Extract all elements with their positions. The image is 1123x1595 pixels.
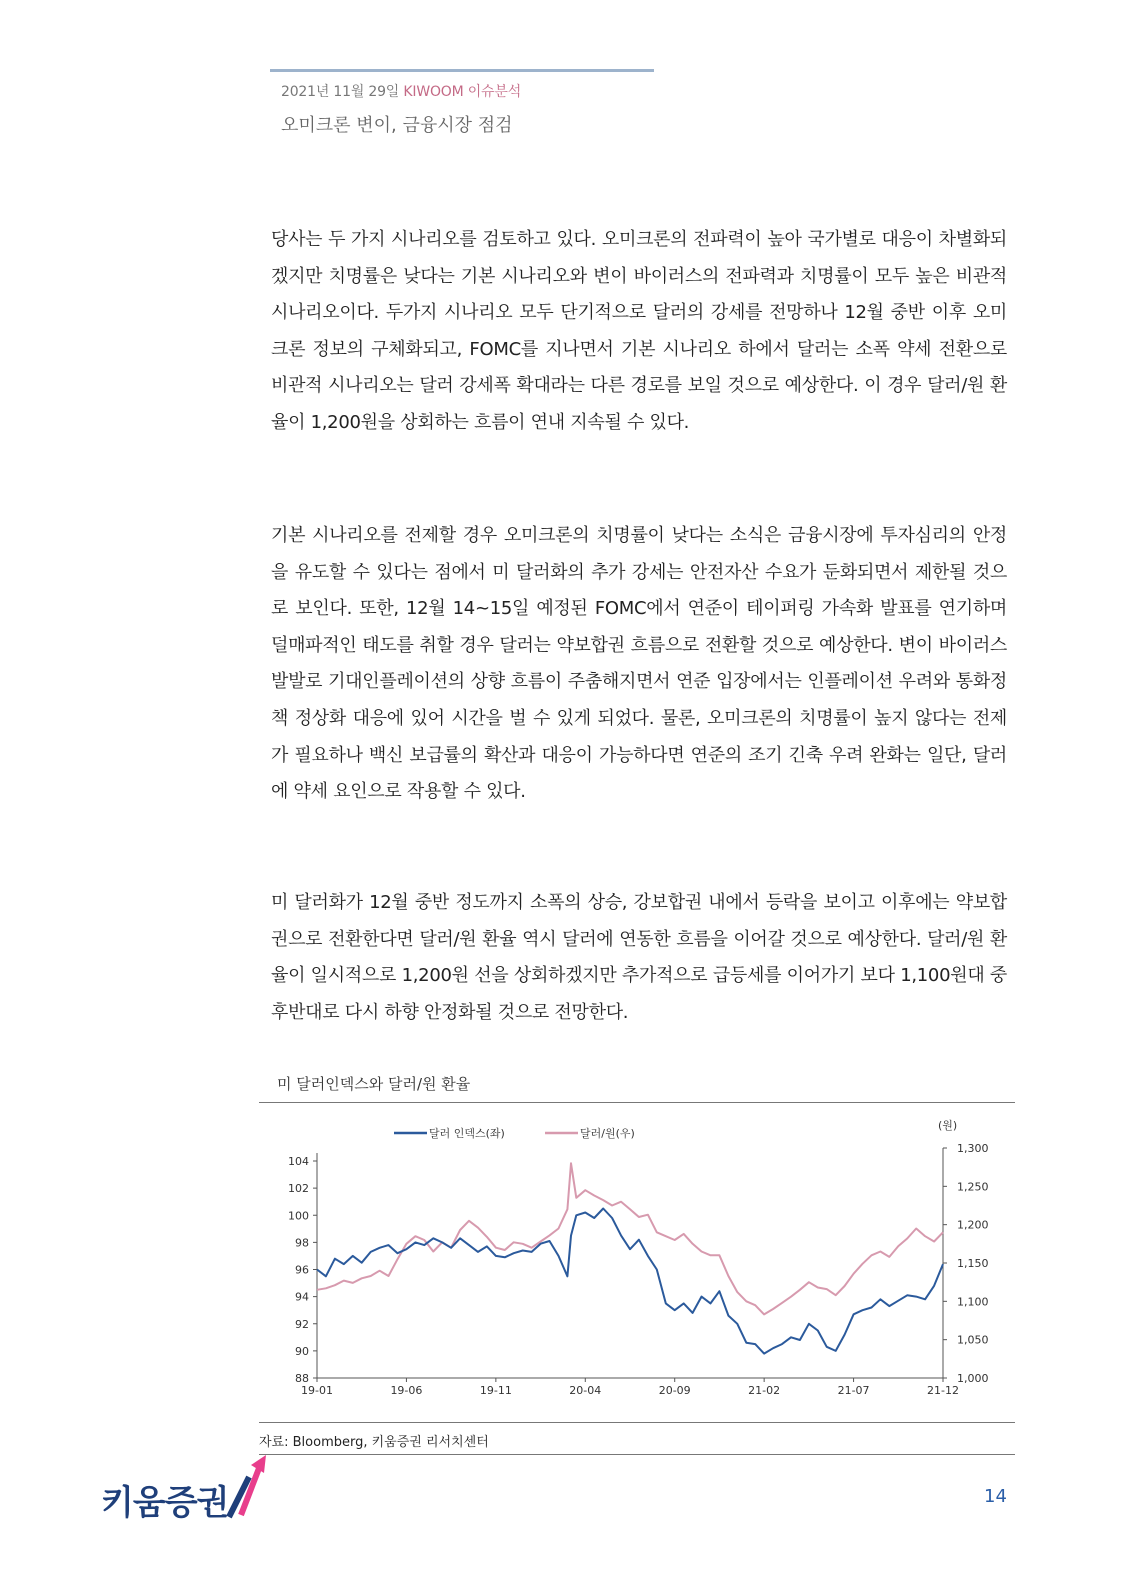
right-tick-label: 1,000 [957, 1372, 989, 1385]
header-brand-series: KIWOOM 이슈분석 [403, 84, 522, 100]
left-tick-label: 104 [288, 1155, 309, 1168]
x-tick-label: 19-06 [390, 1384, 423, 1397]
left-tick-label: 88 [295, 1372, 309, 1385]
left-tick-label: 100 [288, 1209, 309, 1223]
source-rule [259, 1454, 1015, 1455]
right-tick-label: 1,150 [957, 1257, 989, 1270]
right-axis-unit: (원) [938, 1119, 958, 1132]
right-tick-label: 1,050 [957, 1333, 989, 1347]
legend-label-krw: 달러/원(우) [580, 1127, 635, 1140]
body-paragraph-2: 기본 시나리오를 전제할 경우 오미크론의 치명률이 낮다는 소식은 금융시장에 투자심리의 안정을 유도할 수 있다는 점에서 미 달러화의 추가 강세는 안전자산 수요가 둔화되면서 제한될 것으로 보인다. 또한, 12월 14~15일 예정된 FOMC에서 연준이 테이퍼링 가속화 발표를 연기하며 덜매파적인 태도를 취할 경우 달러는 약보합권 흐름으로 전환할 것으로 예상한다. 변이 바이러스 발발로 기대인플레이션의 상향 흐름이 주춤해지면서 연준 입장에서는 인플레이션 우려와 통화정책 정상화 대응에 있어 시간을 벌 수 있게 되었다. 물론, 오미크론의 치명률이 높지 않다는 전제가 필요하나 백신 보급률의 확산과 대응이 가능하다면 연준의 조기 긴축 우려 완화는 일단, 달러에 약세 요인으로 작용할 수 있다. [271, 525, 1007, 803]
logo-arrow-icon [101, 1455, 266, 1525]
right-tick-label: 1,200 [957, 1218, 989, 1232]
left-tick-label: 102 [288, 1182, 309, 1196]
report-title: 오미크론 변이, 금융시장 점검 [281, 115, 513, 136]
series-line-krw [317, 1163, 943, 1314]
chart-bottom-rule [259, 1422, 1015, 1423]
x-tick-label: 21-02 [748, 1384, 781, 1397]
chart-source: 자료: Bloomberg, 키움증권 리서치센터 [259, 1435, 489, 1450]
right-tick-label: 1,250 [957, 1180, 989, 1194]
page-number: 14 [984, 1486, 1007, 1507]
dxy-krw-line-chart [259, 1106, 1015, 1418]
chart-title: 미 달러인덱스와 달러/원 환율 [277, 1075, 471, 1093]
logo-text: 키움증권 [101, 1483, 229, 1523]
header-date: 2021년 11월 29일 [281, 84, 400, 100]
x-tick-label: 20-04 [569, 1384, 602, 1397]
chart-top-rule [259, 1102, 1015, 1103]
body-paragraph-3: 미 달러화가 12월 중반 정도까지 소폭의 상승, 강보합권 내에서 등락을 보이고 이후에는 약보합권으로 전환한다면 달러/원 환율 역시 달러에 연동한 흐름을 이어갈 것으로 예상한다. 달러/원 환율이 일시적으로 1,200원 선을 상회하겠지만 추가적으로 급등세를 이어가기 보다 1,100원대 중후반대로 다시 하향 안정화될 것으로 전망한다. [271, 892, 1007, 1023]
header-rule [270, 69, 654, 72]
right-tick-label: 1,100 [957, 1295, 989, 1309]
left-tick-label: 94 [295, 1290, 309, 1304]
x-tick-label: 20-09 [658, 1384, 691, 1397]
x-tick-label: 21-12 [927, 1384, 959, 1397]
x-tick-label: 19-11 [479, 1384, 512, 1397]
kiwoom-logo [101, 1455, 266, 1525]
body-paragraph-1: 당사는 두 가지 시나리오를 검토하고 있다. 오미크론의 전파력이 높아 국가별로 대응이 차별화되겠지만 치명률은 낮다는 기본 시나리오와 변이 바이러스의 전파력과 치명률이 모두 높은 비관적 시나리오이다. 두가지 시나리오 모두 단기적으로 달러의 강세를 전망하나 12월 중반 이후 오미크론 정보의 구체화되고, FOMC를 지나면서 기본 시나리오 하에서 달러는 소폭 약세 전환으로 비관적 시나리오는 달러 강세폭 확대라는 다른 경로를 보일 것으로 예상한다. 이 경우 달러/원 환율이 1,200원을 상회하는 흐름이 연내 지속될 수 있다. [271, 229, 1007, 433]
x-tick-label: 19-01 [301, 1384, 333, 1397]
left-tick-label: 92 [295, 1317, 309, 1331]
chart-series [317, 1163, 943, 1353]
header-date-line [281, 81, 521, 101]
right-tick-label: 1,300 [957, 1142, 989, 1155]
legend-label-dxy: 달러 인덱스(좌) [429, 1127, 505, 1140]
left-tick-label: 96 [295, 1263, 309, 1277]
x-tick-label: 21-07 [837, 1384, 870, 1397]
left-tick-label: 98 [295, 1236, 309, 1250]
chart-legend [394, 1126, 635, 1140]
left-tick-label: 90 [295, 1344, 309, 1358]
